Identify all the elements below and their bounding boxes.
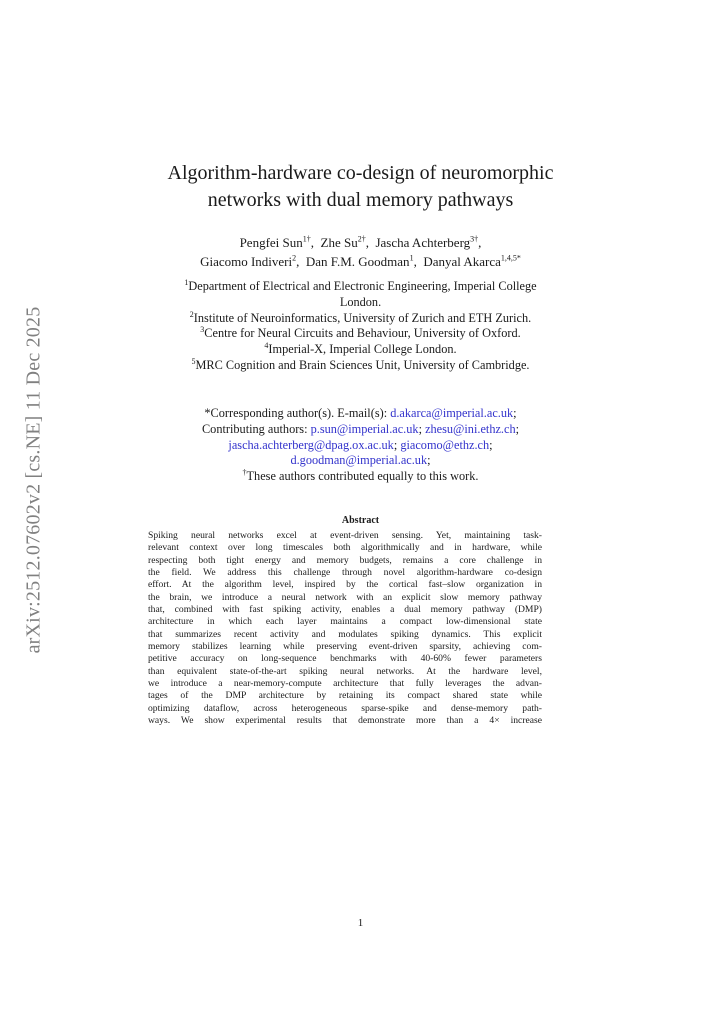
author-name: Giacomo Indiveri <box>200 254 293 269</box>
author-sup: 1,4,5* <box>500 253 521 263</box>
abstract-line: that, combined with fast spiking activity, enables a dual memory pathway (DMP) <box>148 604 542 616</box>
affiliation-sup: 4 <box>264 341 269 351</box>
affiliation <box>0 311 721 327</box>
abstract-line: the field. We address this challenge through novel algorithm-hardware co-design <box>148 567 542 579</box>
contributing-line: Contributing authors: p.sun@imperial.ac.uk; zhesu@ini.ethz.ch; <box>201 421 520 436</box>
email-link[interactable]: d.akarca@imperial.ac.uk <box>390 406 514 420</box>
affiliation-text: Centre for Neural Circuits and Behaviour, University of Oxford. <box>204 326 521 341</box>
abstract-line: optimizing dataflow, across heterogeneous sparse-spike and dense-memory path- <box>148 702 542 714</box>
contributing-label: Contributing authors: <box>201 421 308 436</box>
email-link[interactable]: p.sun@imperial.ac.uk <box>310 421 419 436</box>
abstract-line: relevant context over long timescales both algorithmically and in hardware, while <box>148 542 542 554</box>
corresponding-line: *Corresponding author(s). E-mail(s): d.akarca@imperial.ac.uk; <box>204 406 517 420</box>
author-name: Danyal Akarca <box>423 254 501 269</box>
affiliation-sup: 5 <box>191 356 196 366</box>
corresponding-label: *Corresponding author(s). E-mail(s): <box>204 406 388 420</box>
equal-note-text: These authors contributed equally to this work. <box>246 469 479 484</box>
affiliation <box>0 342 721 358</box>
abstract-line: respecting both tight energy and memory budgets, remains a core challenge in <box>148 554 542 566</box>
affiliation-text: Imperial-X, Imperial College London. <box>268 342 457 357</box>
arxiv-identifier: arXiv:2512.07602v2 [cs.NE] 11 Dec 2025 <box>22 306 45 654</box>
author-sup: 1† <box>302 234 311 244</box>
author-name: Dan F.M. Goodman <box>305 254 410 269</box>
affiliation-sup: 2 <box>189 309 194 319</box>
dagger-sup: † <box>242 468 247 478</box>
abstract-line: memory stabilizes learning while preserving event-driven sparsity, achieving com- <box>148 641 542 653</box>
abstract-line: ways. We show experimental results that demonstrate more than a 4× increase <box>148 715 542 727</box>
abstract-line: effort. At the algorithm level, inspired by the cortical fast–slow organization in <box>148 579 542 591</box>
abstract-body <box>148 530 542 728</box>
contributing-line-3: d.goodman@imperial.ac.uk; <box>290 453 431 468</box>
abstract-line: petitive accuracy on long-sequence benchmarks with 40-60% fewer parameters <box>148 653 542 665</box>
affiliation-text: Department of Electrical and Electronic Engineering, Imperial College <box>188 279 537 293</box>
affiliation <box>0 358 721 374</box>
page-number: 1 <box>357 917 364 929</box>
equal-contribution-note <box>0 469 721 485</box>
abstract-line: architecture in which each layer maintains a compact low-dimensional state <box>148 616 542 628</box>
author-name: Pengfei Sun <box>239 235 303 250</box>
author-sup: 2† <box>357 234 366 244</box>
author-list <box>0 233 721 271</box>
author-name: Jascha Achterberg <box>375 235 471 250</box>
paper-title <box>0 160 721 214</box>
abstract-line: the brain, we introduce a neural network with an explicit slow memory pathway <box>148 591 542 603</box>
affiliation <box>0 326 721 342</box>
title-line-2: networks with dual memory pathways <box>207 189 514 211</box>
abstract-line: Spiking neural networks excel at event-driven sensing. Yet, maintaining task- <box>148 530 542 541</box>
author-line-1: Pengfei Sun$^{1\dagger}$, Zhe $Su^{2\dagger}$, Jascha Achterberg$^{3\dagger}$, <box>239 234 482 250</box>
abstract-line: than equivalent state-of-the-art spiking neural networks. At the hardware level, <box>148 665 542 677</box>
email-link[interactable]: zhesu@ini.ethz.ch <box>425 421 516 436</box>
author-name: Zhe Su <box>320 235 358 250</box>
email-link[interactable]: d.goodman@imperial.ac.uk <box>290 453 428 468</box>
contributing-line-2: jascha.achterberg@dpag.ox.ac.uk; giacomo@ethz.ch; <box>228 437 493 452</box>
affiliation-text: Institute of Neuroinformatics, University of Zurich and ETH Zurich. <box>193 310 532 325</box>
affiliation-sup: 3 <box>200 325 205 335</box>
abstract-line: that summarizes recent activity and modulates spiking dynamics. This explicit <box>148 628 542 640</box>
abstract-line: we introduce a near-memory-compute architecture that fully leverages the advan- <box>148 678 542 690</box>
title-line-1: Algorithm-hardware co-design of neuromorphic <box>167 162 554 184</box>
abstract-line: tages of the DMP architecture by retaining its compact shared state while <box>148 690 542 702</box>
email-link[interactable]: giacomo@ethz.ch <box>400 437 490 452</box>
email-link[interactable]: jascha.achterberg@dpag.ox.ac.uk <box>228 437 394 452</box>
affiliation <box>0 279 721 295</box>
affiliations <box>0 279 721 374</box>
affiliation-continuation: London. <box>339 294 382 309</box>
affiliation-sup: 1 <box>184 277 189 287</box>
contact-block <box>0 406 721 485</box>
author-line-2: Giacomo Indiveri$^2$, Dan F.M. Goodman$^1$, Danyal Akarca$^{1,4,5*}$ <box>200 253 521 269</box>
author-sup: 1 <box>409 253 414 263</box>
abstract-heading: Abstract <box>341 515 380 526</box>
author-sup: 2 <box>292 253 297 263</box>
affiliation-text: MRC Cognition and Brain Sciences Unit, University of Cambridge. <box>195 357 530 372</box>
author-sup: 3† <box>470 234 479 244</box>
